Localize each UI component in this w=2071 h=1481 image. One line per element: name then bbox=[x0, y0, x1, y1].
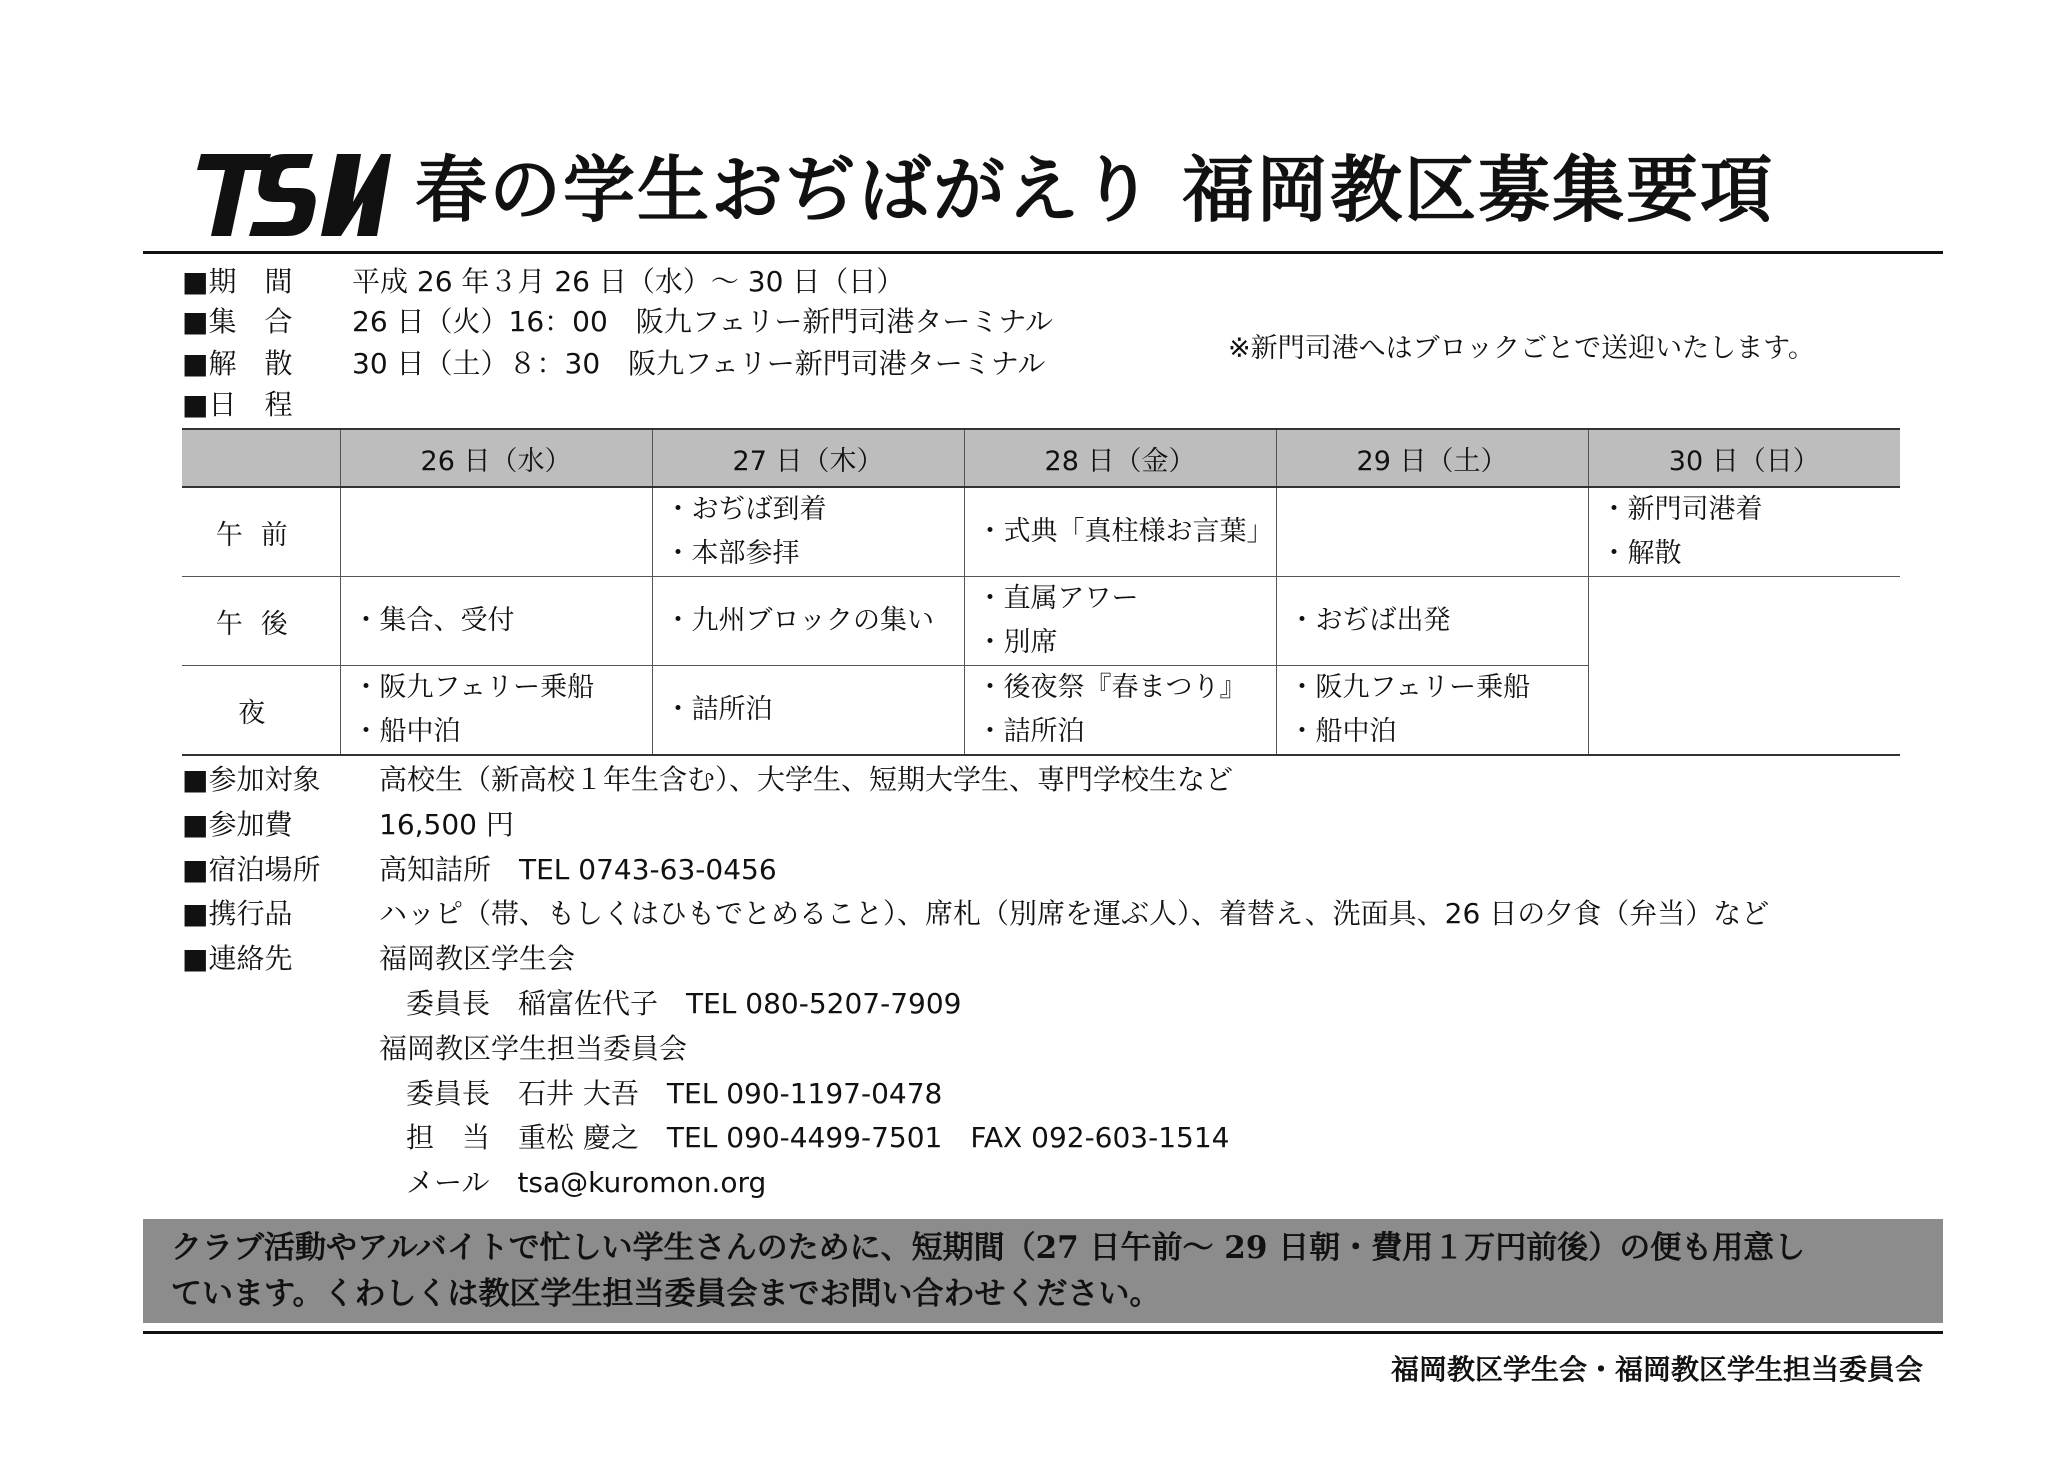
info-schedule-label bbox=[182, 385, 352, 425]
schedule-header-day: 26 日（水） bbox=[340, 429, 652, 487]
schedule-row-afternoon bbox=[182, 577, 1900, 666]
schedule-cell bbox=[964, 487, 1276, 577]
contact-line: 委員長 稲富佐代子 TEL 080-5207-7909 bbox=[406, 987, 962, 1020]
schedule-item: ・解散 bbox=[1600, 538, 1682, 569]
schedule-header-corner bbox=[182, 429, 340, 487]
schedule-item: ・詰所泊 bbox=[976, 716, 1085, 747]
schedule-header-day: 30 日（日） bbox=[1588, 429, 1900, 487]
schedule-item: ・別席 bbox=[976, 627, 1058, 658]
schedule-item: ・直属アワー bbox=[976, 583, 1139, 614]
detail-label: ■宿泊場所 bbox=[182, 853, 321, 886]
schedule-item: ・式典「真柱様お言葉」 bbox=[976, 516, 1274, 547]
detail-label: ■参加対象 bbox=[182, 763, 321, 796]
schedule-header-day: 28 日（金） bbox=[964, 429, 1276, 487]
schedule-item: ・船中泊 bbox=[352, 716, 461, 747]
schedule-cell bbox=[340, 487, 652, 577]
schedule-row-label: 夜 bbox=[182, 666, 340, 756]
short-trip-banner bbox=[143, 1219, 1943, 1323]
info-value: 平成 26 年３月 26 日（水）～ 30 日（日） bbox=[352, 265, 905, 298]
schedule-item: ・九州ブロックの集い bbox=[664, 605, 934, 636]
schedule-header-row bbox=[182, 429, 1900, 487]
schedule-item: ・おぢば到着 bbox=[664, 494, 827, 525]
detail-label: ■携行品 bbox=[182, 897, 293, 930]
banner-line: ています。くわしくは教区学生担当委員会までお問い合わせください。 bbox=[171, 1276, 1161, 1312]
info-label: ■集 合 bbox=[182, 305, 293, 338]
schedule-item: ・おぢば出発 bbox=[1288, 605, 1451, 636]
schedule-cell bbox=[652, 666, 964, 756]
info-dismissal bbox=[182, 344, 1045, 384]
schedule-cell bbox=[340, 666, 652, 756]
detail-lodging bbox=[182, 850, 777, 890]
schedule-row-morning bbox=[182, 487, 1900, 577]
detail-contact bbox=[182, 939, 575, 979]
detail-target bbox=[182, 760, 1233, 800]
shuttle-note: ※新門司港へはブロックごとで送迎いたします。 bbox=[1228, 333, 1815, 364]
schedule-item: ・本部参拝 bbox=[664, 538, 800, 569]
schedule-cell bbox=[1276, 577, 1588, 666]
schedule-cell bbox=[1276, 487, 1588, 577]
schedule-cell-empty bbox=[1588, 577, 1900, 756]
info-label: ■日 程 bbox=[182, 388, 293, 421]
detail-label: ■参加費 bbox=[182, 808, 293, 841]
schedule-table bbox=[182, 428, 1900, 756]
detail-value: 福岡教区学生会 bbox=[379, 942, 576, 975]
schedule-row-label: 午前 bbox=[182, 487, 340, 577]
schedule-cell bbox=[340, 577, 652, 666]
info-label: ■期 間 bbox=[182, 265, 293, 298]
contact-line: 担 当 重松 慶之 TEL 090-4499-7501 FAX 092-603-1514 bbox=[406, 1121, 1230, 1154]
info-period bbox=[182, 262, 904, 302]
info-assembly bbox=[182, 302, 1053, 342]
schedule-item: ・阪九フェリー乗船 bbox=[352, 672, 595, 703]
schedule-item: ・集合、受付 bbox=[352, 605, 515, 636]
detail-value: 高校生（新高校１年生含む）、大学生、短期大学生、専門学校生など bbox=[379, 763, 1234, 796]
schedule-item: ・後夜祭『春まつり』 bbox=[976, 672, 1247, 703]
header-divider bbox=[143, 251, 1943, 254]
contact-line: 福岡教区学生担当委員会 bbox=[379, 1032, 688, 1065]
contact-line: 委員長 石井 大吾 TEL 090-1197-0478 bbox=[406, 1077, 943, 1110]
schedule-cell bbox=[652, 487, 964, 577]
banner-line: クラブ活動やアルバイトで忙しい学生さんのために、短期間（27 日午前～ 29 日朝・費用１万円前後）の便も用意し bbox=[171, 1230, 1806, 1266]
info-value: 30 日（土）８：30 阪九フェリー新門司港ターミナル bbox=[352, 347, 1046, 380]
schedule-row-label: 午後 bbox=[182, 577, 340, 666]
info-label: ■解 散 bbox=[182, 347, 293, 380]
schedule-cell bbox=[652, 577, 964, 666]
schedule-item: ・船中泊 bbox=[1288, 716, 1397, 747]
tsa-logo-graphic bbox=[193, 150, 393, 240]
detail-value: 高知詰所 TEL 0743-63-0456 bbox=[379, 853, 777, 886]
info-value: 26 日（火）16：00 阪九フェリー新門司港ターミナル bbox=[352, 305, 1053, 338]
detail-value: ハッピ（帯、もしくはひもでとめること）、席札（別席を運ぶ人）、着替え、洗面具、26 日の夕食（弁当）など bbox=[379, 897, 1770, 930]
schedule-item: ・新門司港着 bbox=[1600, 494, 1763, 525]
footer-divider bbox=[143, 1331, 1943, 1334]
tsa-logo bbox=[193, 150, 393, 240]
detail-belongings bbox=[182, 894, 1769, 934]
schedule-cell bbox=[964, 666, 1276, 756]
schedule-item: ・詰所泊 bbox=[664, 694, 773, 725]
schedule-header-day: 29 日（土） bbox=[1276, 429, 1588, 487]
schedule-header-day: 27 日（木） bbox=[652, 429, 964, 487]
page-title: 春の学生おぢばがえり 福岡教区募集要項 bbox=[415, 148, 1775, 232]
detail-value: 16,500 円 bbox=[379, 808, 514, 841]
detail-fee bbox=[182, 805, 514, 845]
schedule-cell bbox=[1276, 666, 1588, 756]
contact-email: メール tsa@kuromon.org bbox=[406, 1166, 767, 1199]
schedule-cell bbox=[964, 577, 1276, 666]
schedule-cell bbox=[1588, 487, 1900, 577]
schedule-item: ・阪九フェリー乗船 bbox=[1288, 672, 1531, 703]
detail-label: ■連絡先 bbox=[182, 942, 293, 975]
organizer-footer: 福岡教区学生会・福岡教区学生担当委員会 bbox=[1390, 1353, 1923, 1386]
